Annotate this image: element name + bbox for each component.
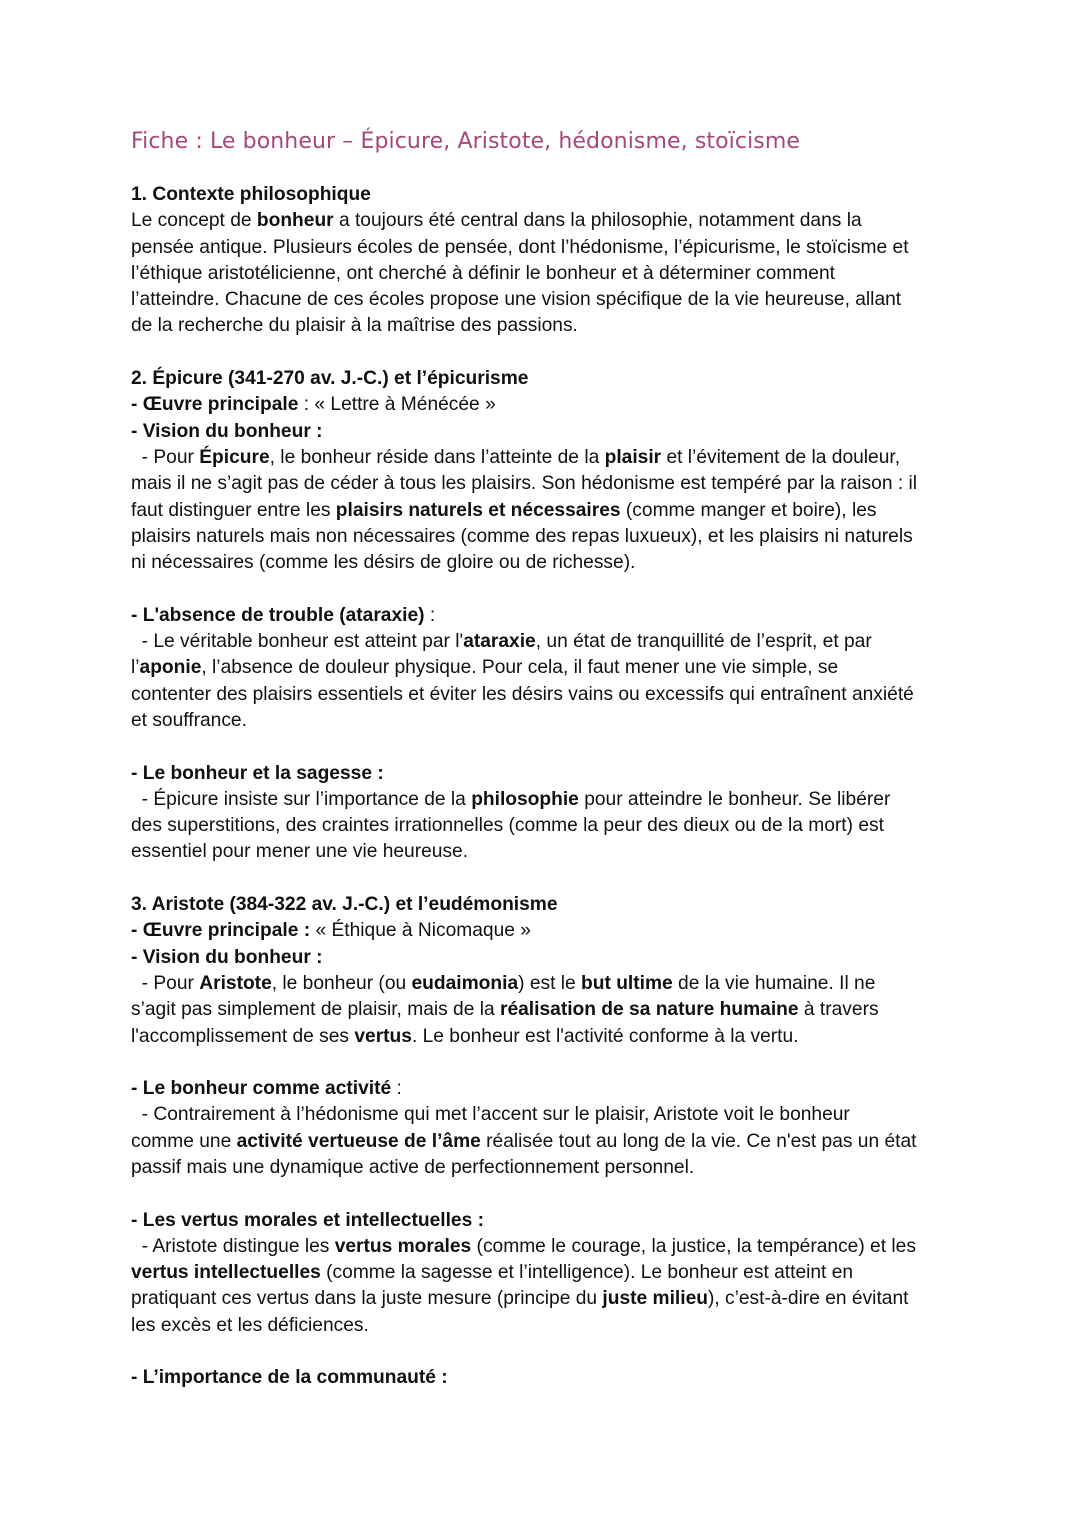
spacer — [131, 1050, 961, 1076]
section-heading: 2. Épicure (341-270 av. J.-C.) et l’épicurisme — [131, 368, 529, 390]
paragraph-line: comme une activité vertueuse de l’âme réalisée tout au long de la vie. Ce n'est pas un état — [131, 1130, 917, 1152]
spacer — [131, 1339, 961, 1365]
paragraph-line: - Aristote distingue les vertus morales (comme le courage, la justice, la tempérance) et les — [131, 1235, 916, 1257]
document-page — [131, 124, 961, 1392]
document-body — [131, 182, 961, 1392]
subheading: - Vision du bonheur : — [131, 946, 323, 968]
paragraph-line: l’aponie, l’absence de douleur physique. Pour cela, il faut mener une vie simple, se — [131, 657, 839, 679]
paragraph-line: - Pour Épicure, le bonheur réside dans l’atteinte de la plaisir et l’évitement de la douleur, — [131, 446, 901, 468]
paragraph-line: - Pour Aristote, le bonheur (ou eudaimonia) est le but ultime de la vie humaine. Il ne — [131, 972, 876, 994]
paragraph-line: des superstitions, des craintes irrationnelles (comme la peur des dieux ou de la mort) est — [131, 815, 884, 837]
section-heading: 3. Aristote (384-322 av. J.-C.) et l’eudémonisme — [131, 894, 558, 916]
paragraph-line: - Contrairement à l’hédonisme qui met l’accent sur le plaisir, Aristote voit le bonheur — [131, 1104, 850, 1126]
paragraph-line: l'accomplissement de ses vertus. Le bonheur est l'activité conforme à la vertu. — [131, 1025, 799, 1047]
paragraph-line: vertus intellectuelles (comme la sagesse et l’intelligence). Le bonheur est atteint en — [131, 1262, 854, 1284]
subheading: - L'absence de trouble (ataraxie) : — [131, 604, 436, 626]
paragraph-line: l’atteindre. Chacune de ces écoles propose une vision spécifique de la vie heureuse, allant — [131, 289, 902, 311]
spacer — [131, 340, 961, 366]
section-epicure — [131, 366, 961, 866]
subheading: - L’importance de la communauté : — [131, 1367, 448, 1389]
paragraph-line: Le concept de bonheur a toujours été central dans la philosophie, notamment dans la — [131, 210, 862, 232]
paragraph-line: passif mais une dynamique active de perfectionnement personnel. — [131, 1156, 695, 1178]
oeuvre-line: - Œuvre principale : « Lettre à Ménécée » — [131, 394, 496, 416]
oeuvre-line: - Œuvre principale : « Éthique à Nicomaque » — [131, 920, 531, 942]
paragraph-line: pratiquant ces vertus dans la juste mesure (principe du juste milieu), c’est-à-dire en évitant — [131, 1288, 909, 1310]
paragraph-line: pensée antique. Plusieurs écoles de pensée, dont l’hédonisme, l’épicurisme, le stoïcisme et — [131, 236, 909, 258]
paragraph-line: les excès et les déficiences. — [131, 1314, 369, 1336]
spacer — [131, 576, 961, 602]
document-title: Fiche : Le bonheur – Épicure, Aristote, hédonisme, stoïcisme — [131, 129, 801, 154]
spacer — [131, 734, 961, 760]
subheading: - Le bonheur comme activité : — [131, 1078, 402, 1100]
paragraph-line: mais il ne s’agit pas de céder à tous les plaisirs. Son hédonisme est tempéré par la raison : il — [131, 473, 918, 495]
paragraph-line: faut distinguer entre les plaisirs naturels et nécessaires (comme manger et boire), les — [131, 499, 877, 521]
subheading: - Vision du bonheur : — [131, 420, 323, 442]
paragraph-line: - Le véritable bonheur est atteint par l'ataraxie, un état de tranquillité de l’esprit, et par — [131, 631, 872, 653]
paragraph-line: - Épicure insiste sur l’importance de la philosophie pour atteindre le bonheur. Se libérer — [131, 788, 891, 810]
section-aristote — [131, 892, 961, 1392]
paragraph-line: et souffrance. — [131, 709, 247, 731]
section-contexte — [131, 182, 961, 340]
paragraph-line: contenter des plaisirs essentiels et éviter les désirs vains ou excessifs qui entraînent anxiété — [131, 683, 914, 705]
paragraph-line: s’agit pas simplement de plaisir, mais de la réalisation de sa nature humaine à travers — [131, 999, 879, 1021]
paragraph-line: plaisirs naturels mais non nécessaires (comme des repas luxueux), et les plaisirs ni naturels — [131, 525, 913, 547]
paragraph-line: l’éthique aristotélicienne, ont cherché à définir le bonheur et à déterminer comment — [131, 262, 835, 284]
spacer — [131, 1181, 961, 1207]
paragraph-line: essentiel pour mener une vie heureuse. — [131, 841, 469, 863]
section-heading: 1. Contexte philosophique — [131, 184, 371, 205]
subheading: - Le bonheur et la sagesse : — [131, 762, 384, 784]
paragraph-line: ni nécessaires (comme les désirs de gloire ou de richesse). — [131, 552, 636, 574]
subheading: - Les vertus morales et intellectuelles : — [131, 1209, 484, 1231]
paragraph-line: de la recherche du plaisir à la maîtrise des passions. — [131, 315, 578, 337]
spacer — [131, 866, 961, 892]
